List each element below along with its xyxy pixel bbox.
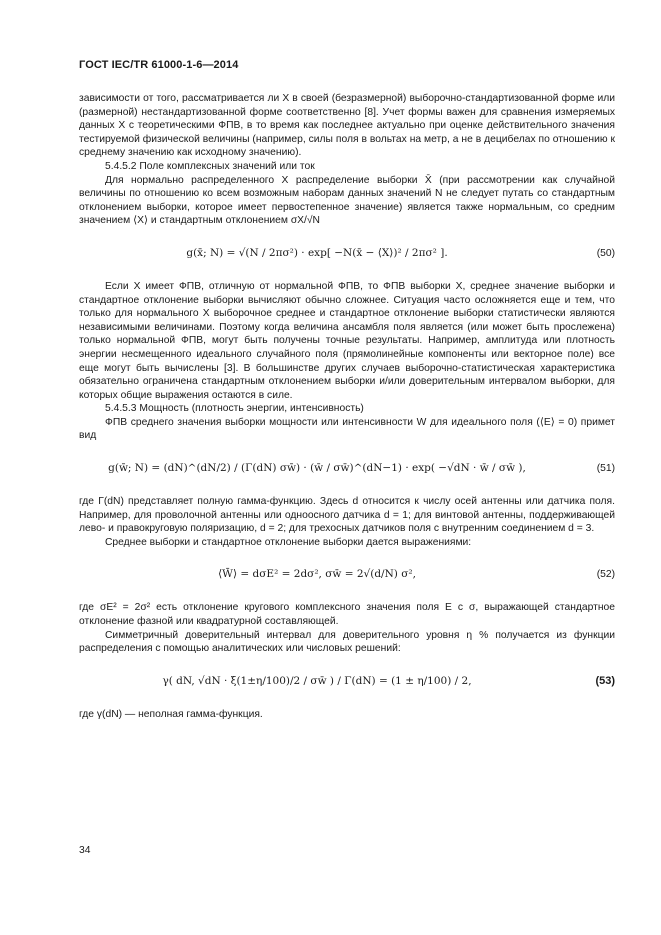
equation-51-expression: g(w̄; N) = (dN)^(dN/2) / (Γ(dN) σw̄) · (w̄ / σw̄)^(dN−1) · exp( −√dN · w̄ / σw̄ ),	[108, 462, 526, 475]
equation-50-number: (50)	[596, 248, 615, 260]
equation-50-expression: g(x̄; N) = √(N / 2πσ²) · exp[ −N(x̄ − ⟨X⟩)² / 2πσ² ].	[186, 247, 448, 260]
equation-53	[79, 662, 615, 702]
paragraph-sigma-definition: где σE² = 2σ² есть отклонение кругового комплексного значения поля E с σ, выражающей стандартное отклонение фазной или квадратурной составляющей.	[79, 602, 615, 628]
equation-51-number: (51)	[596, 463, 615, 475]
equation-52	[79, 555, 615, 595]
paragraph-confidence-interval: Симметричный доверительный интервал для доверительного уровня η % получается из функции распределения с помощью аналитических или числовых решений:	[79, 629, 615, 655]
paragraph-normal-distribution: Для нормально распределенного X распределение выборки X̄ (при рассмотрении как случайной величины по отношению ко всем возможным наборам данных значений N не следует путать со стандартным отклонением выборки, которое имеет первостепенное значение) является также нормальным, со средним значением ⟨X⟩ и стандартным отклонением σX/√N	[79, 174, 615, 227]
section-heading-5-4-5-3: 5.4.5.3 Мощность (плотность энергии, интенсивность)	[105, 403, 364, 415]
equation-50	[79, 234, 615, 274]
equation-52-expression: ⟨W̄⟩ = dσE² = 2dσ², σw̄ = 2√(d/N) σ²,	[218, 568, 416, 581]
page-number: 34	[79, 845, 91, 856]
paragraph-power-pdf: ФПВ среднего значения выборки мощности или интенсивности W для идеального поля (⟨E⟩ = 0) примет вид	[79, 416, 615, 442]
section-heading-5-4-5-2: 5.4.5.2 Поле комплексных значений или ток	[105, 160, 315, 172]
paragraph-incomplete-gamma: где γ(dN) — неполная гамма-функция.	[79, 708, 263, 720]
equation-52-number: (52)	[596, 569, 615, 581]
paragraph-context: зависимости от того, рассматривается ли X в своей (безразмерной) выборочно-стандартизованной форме или (размерной) нестандартизованной форме соответственно [8]. Учет формы важен для сравнения измеряемых данных X с теоретическими ФПВ, в то время как последнее актуально при оценке действительного значения тестируемой физической величины (например, силы поля в вольтах на метр, а не в децибелах по отношению к среднему значению как исходному значению).	[79, 93, 615, 159]
equation-53-number: (53)	[595, 675, 615, 688]
paragraph-gamma-function: где Γ(dN) представляет полную гамма-функцию. Здесь d относится к числу осей антенны или датчика поля. Например, для проволочной антенны или одноосного датчика d = 1; для винтовой антенны, поддерживающей лево- и правокруговую поляризацию, d = 2; для трехосных датчиков поля с внутренним соединением d = 3.	[79, 496, 615, 535]
equation-53-expression: γ( dN, √dN · ξ(1±η/100)/2 / σw̄ ) / Γ(dN) = (1 ± η/100) / 2,	[162, 675, 472, 688]
paragraph-sample-mean-intro: Среднее выборки и стандартное отклонение выборки дается выражениями:	[105, 536, 472, 548]
paragraph-non-normal-pdf: Если X имеет ФПВ, отличную от нормальной ФПВ, то ФПВ выборки X, среднее значение выборки и стандартное отклонение выборки вычисляют обычно сложнее. Ситуация часто осложняется еще и тем, что только для нормального X выборочное среднее и стандартное отклонение выборки статистически являются независимыми величинами. Поэтому когда величина ансамбля поля является (или может быть прослежена) только нормальной ФПВ, могут быть получены точные результаты. Например, амплитуда или плотность энергии несмещенного идеального случайного поля (прямолинейные компоненты или векторное поле) все еще могут быть вычислены [3]. В большинстве других случаев выборочно-статистическая характеристика обязательно ограничена стандартным отклонением выборки и/или доверительным интервалом выборки, для которых общие выражения остаются в силе.	[79, 280, 615, 401]
document-header: ГОСТ IEC/TR 61000-1-6—2014	[79, 59, 239, 71]
page-content	[79, 92, 615, 721]
equation-51	[79, 449, 615, 489]
